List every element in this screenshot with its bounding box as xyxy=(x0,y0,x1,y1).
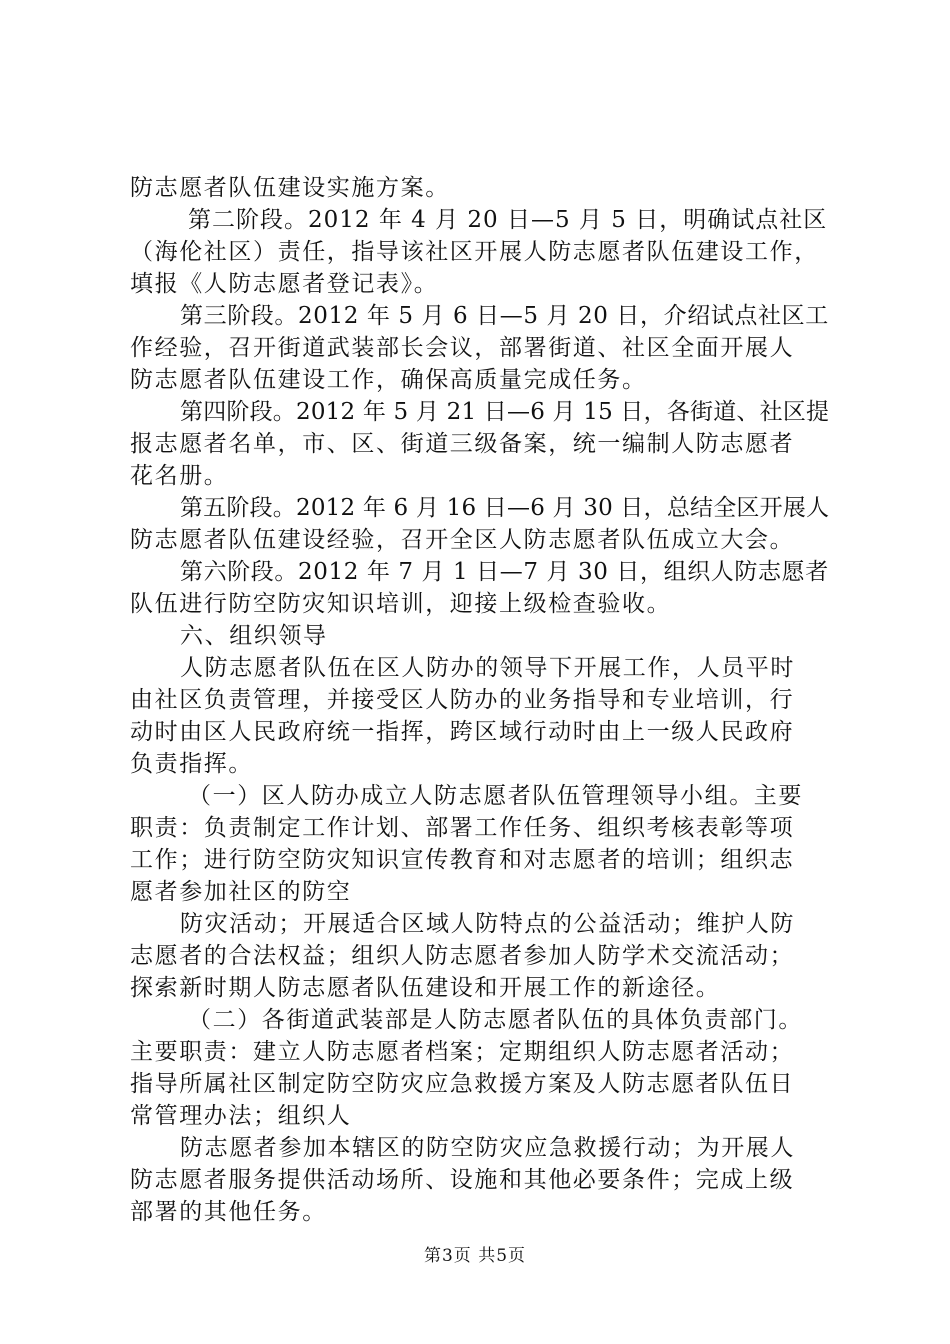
text-line: 填报《人防志愿者登记表》。 xyxy=(130,271,439,297)
text-line: 由社区负责管理，并接受区人防办的业务指导和专业培训，行 xyxy=(130,687,795,713)
text-line: 愿者参加社区的防空 xyxy=(130,879,352,905)
text-line: 工作；进行防空防灾知识宣传教育和对志愿者的培训；组织志 xyxy=(130,847,795,873)
text-line: 主要职责：建立人防志愿者档案；定期组织人防志愿者活动； xyxy=(130,1039,795,1065)
text-line: 第三阶段。2012 年 5 月 6 日—5 月 20 日，介绍试点社区工 xyxy=(180,303,829,329)
page-footer: 第3页 共5页 xyxy=(423,1246,527,1266)
text-line: 常管理办法；组织人 xyxy=(130,1103,352,1129)
text-line: 职责：负责制定工作计划、部署工作任务、组织考核表彰等项 xyxy=(130,815,795,841)
text-line: 防志愿者参加本辖区的防空防灾应急救援行动；为开展人 xyxy=(180,1135,795,1161)
text-line: 指导所属社区制定防空防灾应急救援方案及人防志愿者队伍日 xyxy=(130,1071,795,1097)
text-line: 防志愿者队伍建设实施方案。 xyxy=(130,175,450,201)
text-line: 负责指挥。 xyxy=(130,751,253,777)
text-line: 动时由区人民政府统一指挥，跨区域行动时由上一级人民政府 xyxy=(130,719,795,745)
text-line: 部署的其他任务。 xyxy=(130,1199,327,1225)
text-line: （一）区人防办成立人防志愿者队伍管理领导小组。主要 xyxy=(188,783,803,809)
text-line: 作经验，召开街道武装部长会议，部署街道、社区全面开展人 xyxy=(130,335,795,361)
text-line: 队伍进行防空防灾知识培训，迎接上级检查验收。 xyxy=(130,591,672,617)
text-line: 防志愿者队伍建设经验，召开全区人防志愿者队伍成立大会。 xyxy=(130,527,795,553)
text-line: 第四阶段。2012 年 5 月 21 日—6 月 15 日，各街道、社区提 xyxy=(180,399,830,425)
text-line: 防志愿者服务提供活动场所、设施和其他必要条件；完成上级 xyxy=(130,1167,795,1193)
text-line: 第五阶段。2012 年 6 月 16 日—6 月 30 日，总结全区开展人 xyxy=(180,495,830,521)
text-line: 花名册。 xyxy=(130,463,229,489)
text-line: 人防志愿者队伍在区人防办的领导下开展工作，人员平时 xyxy=(180,655,795,681)
text-line: （二）各街道武装部是人防志愿者队伍的具体负责部门。 xyxy=(188,1007,803,1033)
text-line: 第二阶段。2012 年 4 月 20 日—5 月 5 日，明确试点社区 xyxy=(188,207,828,233)
section-heading: 六、组织领导 xyxy=(180,623,328,649)
text-line: 志愿者的合法权益；组织人防志愿者参加人防学术交流活动； xyxy=(130,943,795,969)
text-line: 探索新时期人防志愿者队伍建设和开展工作的新途径。 xyxy=(130,975,721,1001)
text-line: 防志愿者队伍建设工作，确保高质量完成任务。 xyxy=(130,367,647,393)
text-line: 第六阶段。2012 年 7 月 1 日—7 月 30 日，组织人防志愿者 xyxy=(180,559,829,585)
text-line: 报志愿者名单，市、区、街道三级备案，统一编制人防志愿者 xyxy=(130,431,795,457)
text-line: 防灾活动；开展适合区域人防特点的公益活动；维护人防 xyxy=(180,911,795,937)
text-line: （海伦社区）责任，指导该社区开展人防志愿者队伍建设工作， xyxy=(130,239,819,265)
